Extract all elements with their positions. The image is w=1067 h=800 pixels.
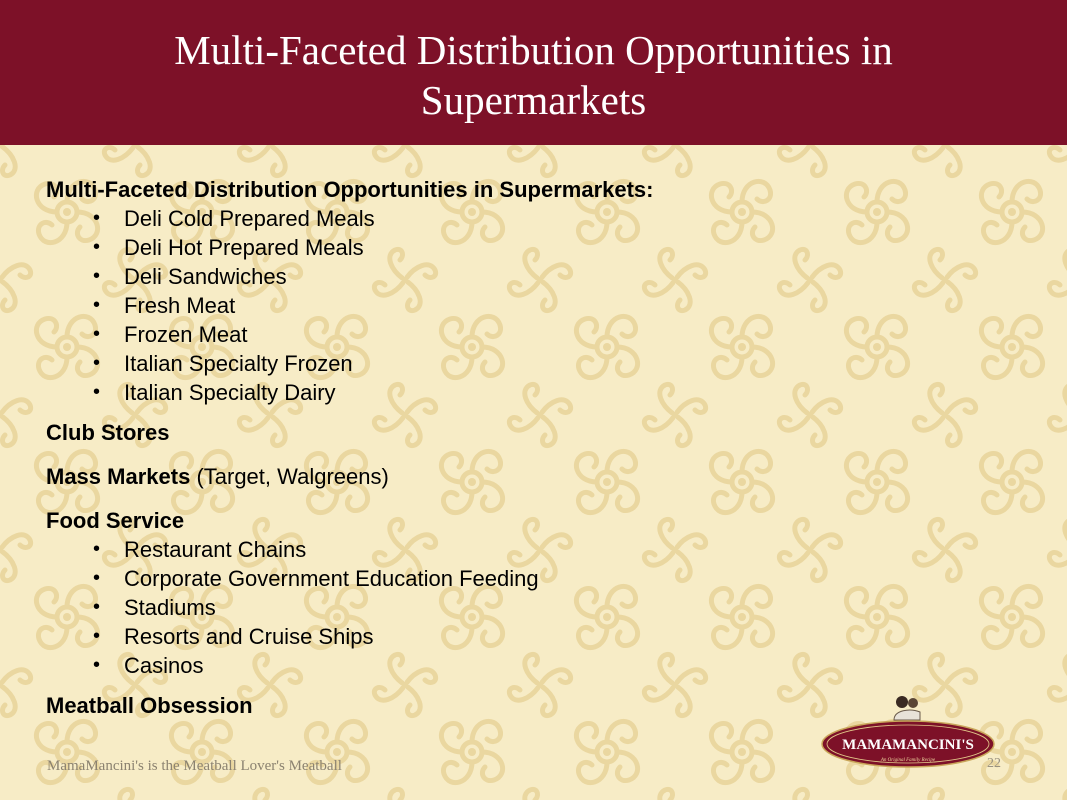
section-heading xyxy=(46,463,806,491)
bullet-list xyxy=(46,204,806,407)
title-bar xyxy=(0,0,1067,145)
section-heading: Club Stores xyxy=(46,420,170,445)
heading-note: (Target, Walgreens) xyxy=(196,464,389,489)
heading-label: Mass Markets xyxy=(46,464,191,489)
bullet-item: • Fresh Meat xyxy=(93,291,806,320)
mamamancinis-logo xyxy=(820,690,996,770)
section-heading: Meatball Obsession xyxy=(46,693,253,718)
bullet-list xyxy=(46,535,806,680)
section-meatball-obsession xyxy=(46,692,806,720)
section-food-service xyxy=(46,507,806,680)
bullet-item: • Corporate Government Education Feeding xyxy=(93,564,806,593)
logo-brand: MAMAMANCINI'S xyxy=(842,737,974,753)
bullet-item: • Casinos xyxy=(93,651,806,680)
section-heading: Multi-Faceted Distribution Opportunities in Supermarkets: xyxy=(46,177,654,202)
bullet-item: • Restaurant Chains xyxy=(93,535,806,564)
slide-body xyxy=(46,176,806,720)
bullet-item: • Deli Sandwiches xyxy=(93,262,806,291)
bullet-item: • Resorts and Cruise Ships xyxy=(93,622,806,651)
bullet-item: • Frozen Meat xyxy=(93,320,806,349)
section-club-stores xyxy=(46,419,806,447)
section-mass-markets xyxy=(46,463,806,491)
bullet-item: • Italian Specialty Frozen xyxy=(93,349,806,378)
page-number: 22 xyxy=(987,756,1001,771)
family-portrait-icon xyxy=(894,696,920,720)
section-heading: Food Service xyxy=(46,508,185,533)
section-supermarkets xyxy=(46,176,806,407)
bullet-item: • Deli Hot Prepared Meals xyxy=(93,233,806,262)
logo-tagline: An Original Family Recipe xyxy=(880,758,936,763)
bullet-item: • Deli Cold Prepared Meals xyxy=(93,204,806,233)
footer-tagline: MamaMancini's is the Meatball Lover's Meatball xyxy=(47,758,342,774)
bullet-item: • Stadiums xyxy=(93,593,806,622)
bullet-item: • Italian Specialty Dairy xyxy=(93,378,806,407)
slide-title: Multi-Faceted Distribution Opportunities in Supermarkets xyxy=(174,26,893,123)
